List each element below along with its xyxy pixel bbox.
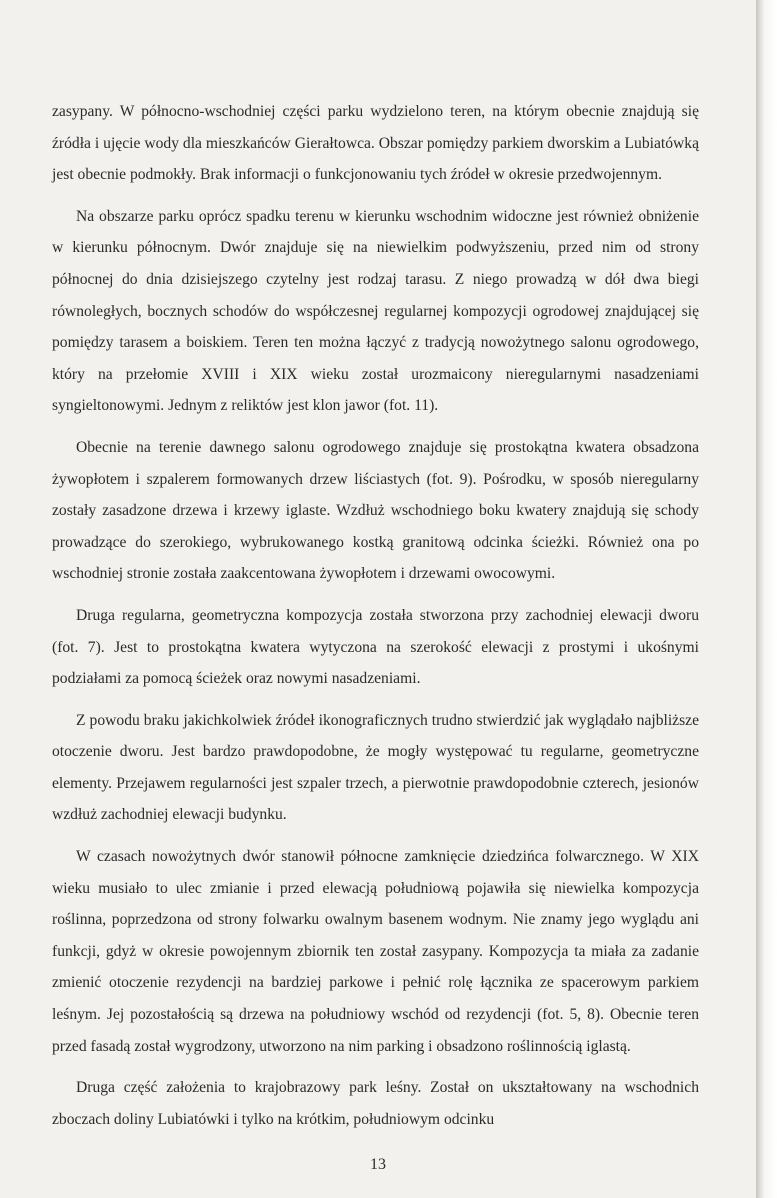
paragraph-6: W czasach nowożytnych dwór stanowił północne zamknięcie dziedzińca folwarcznego. W XIX wieku musiało to ulec zmianie i przed elewacją południową pojawiła się niewielka kompozycja roślinna, poprzedzona od strony folwarku owalnym basenem wodnym. Nie znamy jego wyglądu ani funkcji, gdyż w okresie powojennym zbiornik ten został zasypany. Kompozycja ta miała za zadanie zmienić otoczenie rezydencji na bardziej parkowe i pełnić rolę łącznika ze spacerowym parkiem leśnym. Jej pozostałością są drzewa na południowy wschód od rezydencji (fot. 5, 8). Obecnie teren przed fasadą został wygrodzony, utworzono na nim parking i obsadzono roślinnością iglastą.	[52, 848, 699, 1055]
paragraph-7: Druga część założenia to krajobrazowy park leśny. Został on ukształtowany na wschodnich zboczach doliny Lubiatówki i tylko na krótkim, południowym odcinku	[52, 1079, 699, 1128]
paragraph-3: Obecnie na terenie dawnego salonu ogrodowego znajduje się prostokątna kwatera obsadzona żywopłotem i szpalerem formowanych drzew liściastych (fot. 9). Pośrodku, w sposób nieregularny zostały zasadzone drzewa i krzewy iglaste. Wzdłuż wschodniego boku kwatery znajdują się schody prowadzące do szerokiego, wybrukowanego kostką granitową odcinka ścieżki. Również ona po wschodniej stronie została zaakcentowana żywopłotem i drzewami owocowymi.	[52, 438, 699, 583]
page-edge	[756, 0, 777, 1198]
page-number: 13	[370, 1156, 386, 1173]
paragraph-5: Z powodu braku jakichkolwiek źródeł ikonograficznych trudno stwierdzić jak wyglądało najbliższe otoczenie dworu. Jest bardzo prawdopodobne, że mogły występować tu regularne, geometryczne elementy. Przejawem regularności jest szpaler trzech, a pierwotnie prawdopodobnie czterech, jesionów wzdłuż zachodniej elewacji budynku.	[52, 711, 699, 824]
paragraph-4: Druga regularna, geometryczna kompozycja została stworzona przy zachodniej elewacji dworu (fot. 7). Jest to prostokątna kwatera wytyczona na szerokość elewacji z prostymi i ukośnymi podziałami za pomocą ścieżek oraz nowymi nasadzeniami.	[52, 606, 699, 688]
body-text	[52, 96, 699, 1145]
paragraph-2: Na obszarze parku oprócz spadku terenu w kierunku wschodnim widoczne jest również obniżenie w kierunku północnym. Dwór znajduje się na niewielkim podwyższeniu, przed nim od strony północnej do dnia dzisiejszego czytelny jest rodzaj tarasu. Z niego prowadzą w dół dwa biegi równoległych, bocznych schodów do współczesnej regularnej kompozycji ogrodowej znajdującej się pomiędzy tarasem a boiskiem. Teren ten można łączyć z tradycją nowożytnego salonu ogrodowego, który na przełomie XVIII i XIX wieku został urozmaicony nieregularnymi nasadzeniami syngieltonowymi. Jednym z reliktów jest klon jawor (fot. 11).	[52, 207, 699, 415]
paragraph-1: zasypany. W północno-wschodniej części parku wydzielono teren, na którym obecnie znajdują się źródła i ujęcie wody dla mieszkańców Gierałtowca. Obszar pomiędzy parkiem dworskim a Lubiatówką jest obecnie podmokły. Brak informacji o funkcjonowaniu tych źródeł w okresie przedwojennym.	[52, 103, 699, 184]
